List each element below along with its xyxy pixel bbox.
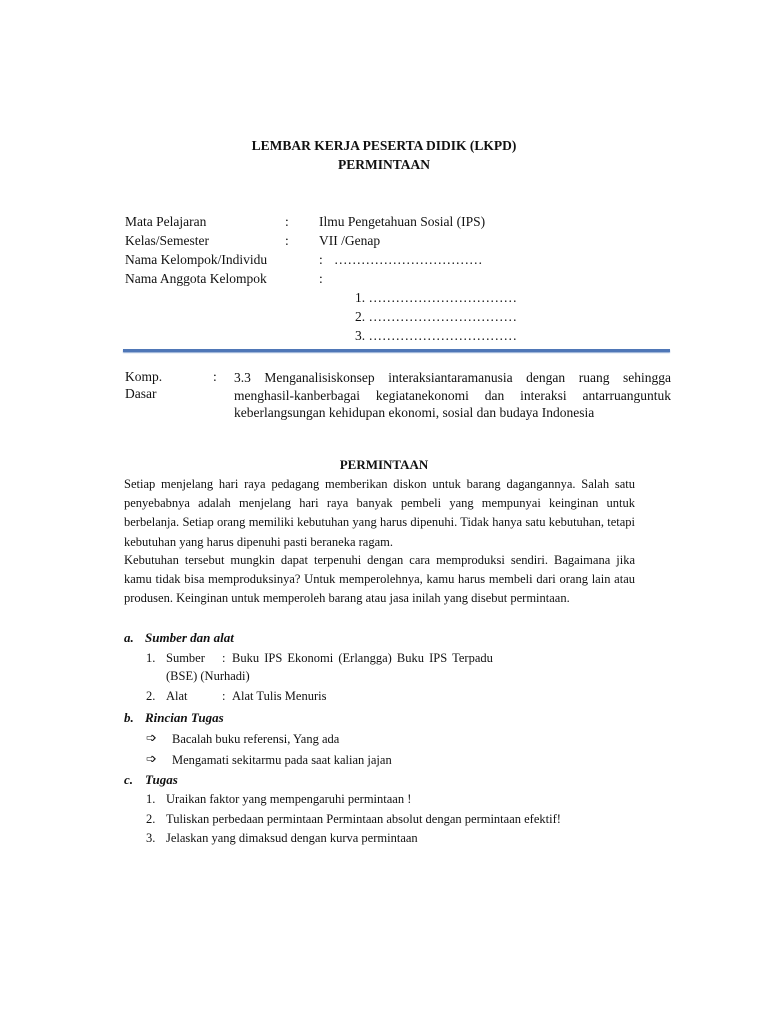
info-label-mata-pelajaran: Mata Pelajaran [125, 214, 207, 229]
kd-label-komp: Komp. [125, 369, 163, 384]
kd-sep: : [213, 369, 217, 384]
task-detail-2: Mengamati sekitarmu pada saat kalian jajan [172, 753, 392, 767]
alat-label: Alat [166, 689, 188, 703]
member-line-1: 1. …………………………… [355, 290, 517, 305]
sumber-sep: : [222, 651, 226, 665]
info-value-mata-pelajaran: Ilmu Pengetahuan Sosial (IPS) [319, 214, 486, 229]
section-divider [123, 349, 670, 352]
sumber-text-cont: (BSE) (Nurhadi) [166, 669, 250, 683]
info-sep: : [319, 271, 323, 286]
alat-text: Alat Tulis Menuris [232, 689, 327, 703]
document-subtitle: PERMINTAAN [338, 157, 430, 172]
arrow-bullet-icon: ➩ [146, 751, 157, 766]
alat-sep: : [222, 689, 226, 703]
alat-num: 2. [146, 689, 156, 703]
info-value-nama-kelompok: …………………………… [334, 252, 483, 267]
section-b-title: Rincian Tugas [145, 710, 224, 725]
task-1-text: Uraikan faktor yang mempengaruhi permintaan ! [166, 792, 412, 806]
task-2-text: Tuliskan perbedaan permintaan Permintaan absolut dengan permintaan efektif! [166, 812, 561, 826]
section-a-title: Sumber dan alat [145, 630, 234, 645]
task-1-num: 1. [146, 792, 156, 806]
info-sep: : [319, 252, 323, 267]
sumber-num: 1. [146, 651, 156, 665]
kd-label-dasar: Dasar [125, 386, 157, 401]
sumber-label: Sumber [166, 651, 205, 665]
paragraph-2: Kebutuhan tersebut mungkin dapat terpenuhi dengan cara memproduksi sendiri. Bagaimana jika kamu tidak bisa memproduksinya? Untuk memperolehnya, kamu harus membeli dari orang lain atau produsen. Keinginan untuk memperoleh barang atau jasa inilah yang disebut permintaan. [124, 553, 635, 606]
task-detail-1: Bacalah buku referensi, Yang ada [172, 732, 340, 746]
info-sep: : [285, 214, 289, 229]
member-line-3: 3. …………………………… [355, 328, 517, 343]
arrow-bullet-icon: ➩ [146, 730, 157, 745]
task-3-num: 3. [146, 831, 156, 845]
info-label-nama-anggota: Nama Anggota Kelompok [125, 271, 267, 286]
info-label-kelas-semester: Kelas/Semester [125, 233, 209, 248]
section-b-letter: b. [124, 710, 134, 725]
paragraph-1: Setiap menjelang hari raya pedagang memberikan diskon untuk barang dagangannya. Salah satu penyebabnya adalah menjelang hari raya banyak pembeli yang mempunyai keinginan untuk berbelanja. Setiap orang memiliki kebutuhan yang harus dipenuhi. Tidak hanya satu kebutuhan, tetapi kebutuhan yang harus dipenuhi pasti beraneka ragam. [124, 477, 635, 549]
info-label-nama-kelompok: Nama Kelompok/Individu [125, 252, 268, 267]
member-line-2: 2. …………………………… [355, 309, 517, 324]
sumber-text: Buku IPS Ekonomi (Erlangga) Buku IPS Terpadu [232, 651, 493, 665]
section-c-letter: c. [124, 772, 134, 787]
task-3-text: Jelaskan yang dimaksud dengan kurva permintaan [166, 831, 418, 845]
info-sep: : [285, 233, 289, 248]
task-2-num: 2. [146, 812, 156, 826]
section-title: PERMINTAAN [339, 457, 429, 472]
document-title: LEMBAR KERJA PESERTA DIDIK (LKPD) [251, 138, 517, 153]
section-c-title: Tugas [145, 772, 178, 787]
info-value-kelas-semester: VII /Genap [319, 233, 381, 248]
section-a-letter: a. [124, 630, 134, 645]
kd-text: 3.3 Menganalisiskonsep interaksiantaramanusia dengan ruang sehingga menghasil-kanberbagai kegiatanekonomi dan interaksi antarruanguntuk keberlangsungan kehidupan ekonomi, sosial dan budaya Indonesia [234, 370, 671, 420]
